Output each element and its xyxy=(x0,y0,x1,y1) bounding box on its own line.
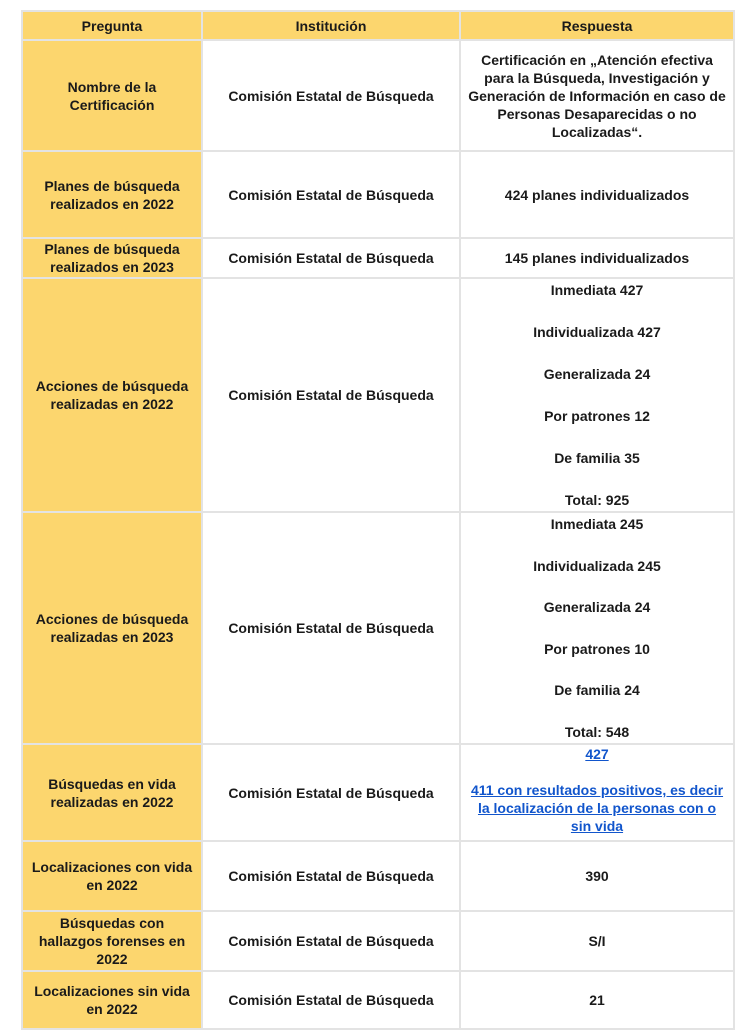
respuesta-line: Por patrones 10 xyxy=(544,640,650,657)
header-respuesta: Respuesta xyxy=(460,11,734,40)
header-institucion: Institución xyxy=(202,11,460,40)
table-row xyxy=(22,238,734,278)
respuesta-line: Generalizada 24 xyxy=(543,366,651,382)
data-table xyxy=(21,10,735,1030)
institucion-cell: Comisión Estatal de Búsqueda xyxy=(202,238,460,278)
pregunta-cell: Planes de búsqueda realizados en 2023 xyxy=(22,238,202,278)
respuesta-line: Total: 925 xyxy=(564,492,630,508)
respuesta-line: Por patrones 12 xyxy=(544,408,650,424)
institucion-cell: Comisión Estatal de Búsqueda xyxy=(202,911,460,971)
respuesta-cell: 390 xyxy=(460,841,734,911)
institucion-cell: Comisión Estatal de Búsqueda xyxy=(202,40,460,151)
pregunta-cell: Búsquedas en vida realizadas en 2022 xyxy=(22,744,202,841)
institucion-cell: Comisión Estatal de Búsqueda xyxy=(202,151,460,238)
institucion-cell: Comisión Estatal de Búsqueda xyxy=(202,744,460,841)
table-row xyxy=(22,841,734,911)
table-row xyxy=(22,278,734,512)
header-row xyxy=(22,11,734,40)
table-row xyxy=(22,512,734,744)
respuesta-cell: 145 planes individualizados xyxy=(460,238,734,278)
respuesta-cell: S/I xyxy=(460,911,734,971)
respuesta-line: De familia 24 xyxy=(554,682,640,699)
table-row xyxy=(22,744,734,841)
pregunta-cell: Localizaciones sin vida en 2022 xyxy=(22,971,202,1029)
pregunta-cell: Acciones de búsqueda realizadas en 2023 xyxy=(22,512,202,744)
pregunta-cell: Localizaciones con vida en 2022 xyxy=(22,841,202,911)
respuesta-cell xyxy=(460,744,734,841)
pregunta-cell: Búsquedas con hallazgos forenses en 2022 xyxy=(22,911,202,971)
respuesta-line: Individualizada 427 xyxy=(533,324,661,340)
respuesta-link-count[interactable]: 427 xyxy=(585,746,609,762)
respuesta-line: Inmediata 427 xyxy=(550,282,644,298)
pregunta-cell: Planes de búsqueda realizados en 2022 xyxy=(22,151,202,238)
respuesta-link-detail[interactable]: 411 con resultados positivos, es decir la localización de la personas con o sin vida xyxy=(470,782,724,834)
institucion-cell: Comisión Estatal de Búsqueda xyxy=(202,841,460,911)
respuesta-line: Inmediata 245 xyxy=(550,516,644,532)
table-row xyxy=(22,151,734,238)
respuesta-line: Individualizada 245 xyxy=(533,557,661,574)
respuesta-cell: 21 xyxy=(460,971,734,1029)
respuesta-cell: Certificación en „Atención efectiva para la Búsqueda, Investigación y Generación de Información en caso de Personas Desaparecidas o no Localizadas“. xyxy=(460,40,734,151)
pregunta-cell: Acciones de búsqueda realizadas en 2022 xyxy=(22,278,202,512)
institucion-cell: Comisión Estatal de Búsqueda xyxy=(202,278,460,512)
respuesta-cell: 424 planes individualizados xyxy=(460,151,734,238)
institucion-cell: Comisión Estatal de Búsqueda xyxy=(202,512,460,744)
table-row xyxy=(22,971,734,1029)
table-row xyxy=(22,911,734,971)
respuesta-cell xyxy=(460,512,734,744)
respuesta-line: Total: 548 xyxy=(564,723,630,740)
table-row xyxy=(22,40,734,151)
respuesta-line: Generalizada 24 xyxy=(543,599,651,616)
pregunta-cell: Nombre de la Certificación xyxy=(22,40,202,151)
respuesta-line: De familia 35 xyxy=(554,450,640,466)
header-pregunta: Pregunta xyxy=(22,11,202,40)
institucion-cell: Comisión Estatal de Búsqueda xyxy=(202,971,460,1029)
respuesta-cell xyxy=(460,278,734,512)
